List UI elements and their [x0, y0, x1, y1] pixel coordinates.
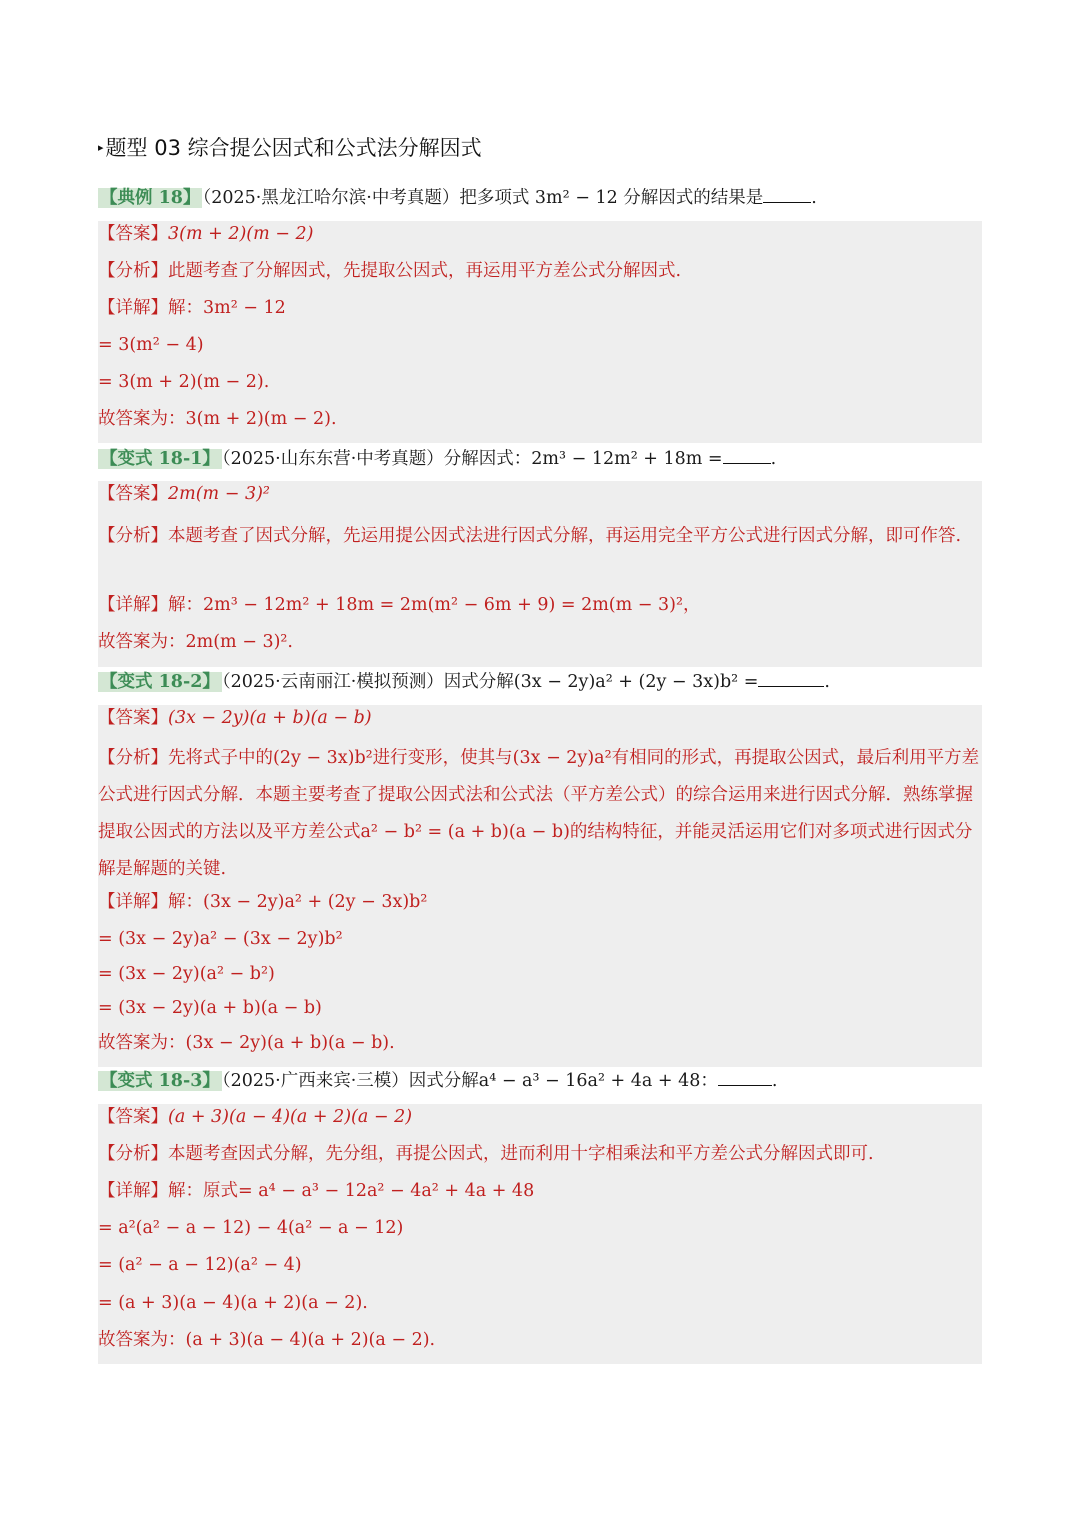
answer-blank [758, 668, 824, 687]
step-line: = (3x − 2y)(a + b)(a − b) [98, 998, 322, 1018]
answer-line [98, 221, 982, 247]
analysis-label: 【分析】 [98, 1144, 168, 1164]
step-line: = (a + 3)(a − 4)(a + 2)(a − 2). [98, 1293, 368, 1313]
detail-text: 解：(3x − 2y)a² + (2y − 3x)b² [168, 892, 428, 912]
analysis-line [98, 1141, 982, 1167]
problem-tag: 【变式 18-2】 [100, 672, 220, 692]
step-line: = a²(a² − a − 12) − 4(a² − a − 12) [98, 1218, 404, 1238]
question-text: （2025·山东东营·中考真题）分解因式：2m³ − 12m² + 18m = [221, 449, 723, 469]
detail-line [98, 1178, 982, 1204]
final-answer-line: 故答案为：(a + 3)(a − 4)(a + 2)(a − 2). [98, 1330, 436, 1350]
detail-label: 【详解】 [98, 1181, 168, 1201]
analysis-text: 本题考查了因式分解，先运用提公因式法进行因式分解，再运用完全平方公式进行因式分解，即可作答. [168, 526, 962, 546]
final-answer-line: 故答案为：2m(m − 3)². [98, 632, 293, 652]
detail-text: 解：原式= a⁴ − a³ − 12a² − 4a² + 4a + 48 [168, 1181, 535, 1201]
triangle-bullet-icon: ▸ [98, 140, 104, 154]
answer-text: (a + 3)(a − 4)(a + 2)(a − 2) [168, 1107, 413, 1127]
problem-tag: 【典例 18】 [100, 188, 201, 208]
problem-question: 【变式 18-1】 （2025·山东东营·中考真题）分解因式：2m³ − 12m² + 18m = . [98, 445, 982, 472]
analysis-label: 【分析】 [98, 261, 168, 281]
section-heading [98, 132, 482, 162]
analysis-line [98, 258, 982, 284]
answer-line [98, 1104, 982, 1130]
detail-label: 【详解】 [98, 892, 168, 912]
step-line: = (3x − 2y)(a² − b²) [98, 964, 275, 984]
step-line: = (3x − 2y)a² − (3x − 2y)b² [98, 929, 343, 949]
final-answer-line: 故答案为：(3x − 2y)(a + b)(a − b). [98, 1033, 395, 1053]
answer-blank [718, 1067, 772, 1086]
question-text: （2025·黑龙江哈尔滨·中考真题）把多项式 3m² − 12 分解因式的结果是 [202, 188, 764, 208]
detail-label: 【详解】 [98, 595, 168, 615]
answer-text: 2m(m − 3)² [168, 484, 270, 504]
step-line: = 3(m + 2)(m − 2). [98, 372, 270, 392]
analysis-label: 【分析】 [98, 748, 168, 768]
detail-text: 解：2m³ − 12m² + 18m = 2m(m² − 6m + 9) = 2m(m − 3)²， [168, 595, 701, 615]
problem-question: 【变式 18-3】 （2025·广西来宾·三模）因式分解a⁴ − a³ − 16a² + 4a + 48： . [98, 1067, 982, 1094]
answer-blank [723, 445, 771, 464]
answer-line [98, 705, 982, 731]
problem-tag: 【变式 18-1】 [100, 449, 220, 469]
analysis-label: 【分析】 [98, 526, 168, 546]
detail-line [98, 889, 982, 915]
analysis-text: 此题考查了分解因式，先提取公因式，再运用平方差公式分解因式. [168, 261, 682, 281]
step-line: = 3(m² − 4) [98, 335, 204, 355]
analysis-line [98, 740, 982, 888]
detail-line [98, 295, 982, 321]
detail-label: 【详解】 [98, 298, 168, 318]
answer-text: 3(m + 2)(m − 2) [168, 224, 314, 244]
section-heading-text: 题型 03 综合提公因式和公式法分解因式 [105, 136, 482, 160]
answer-text: (3x − 2y)(a + b)(a − b) [168, 708, 372, 728]
detail-text: 解：3m² − 12 [168, 298, 286, 318]
analysis-line [98, 518, 982, 555]
problem-question: 【典例 18】 （2025·黑龙江哈尔滨·中考真题）把多项式 3m² − 12 分解因式的结果是 . [98, 184, 982, 211]
answer-label: 【答案】 [98, 1107, 168, 1127]
step-line: = (a² − a − 12)(a² − 4) [98, 1255, 302, 1275]
final-answer-line: 故答案为：3(m + 2)(m − 2). [98, 409, 337, 429]
problem-tag: 【变式 18-3】 [100, 1071, 220, 1091]
answer-line [98, 481, 982, 507]
answer-label: 【答案】 [98, 484, 168, 504]
detail-line [98, 592, 982, 618]
analysis-text: 本题考查因式分解，先分组，再提公因式，进而利用十字相乘法和平方差公式分解因式即可. [168, 1144, 874, 1164]
answer-label: 【答案】 [98, 224, 168, 244]
question-text: （2025·云南丽江·模拟预测）因式分解(3x − 2y)a² + (2y − 3x)b² = [221, 672, 759, 692]
problem-question: 【变式 18-2】 （2025·云南丽江·模拟预测）因式分解(3x − 2y)a² + (2y − 3x)b² = . [98, 668, 982, 695]
answer-blank [763, 184, 811, 203]
answer-label: 【答案】 [98, 708, 168, 728]
analysis-text: 先将式子中的(2y − 3x)b²进行变形，使其与(3x − 2y)a²有相同的形式，再提取公因式，最后利用平方差公式进行因式分解．本题主要考查了提取公因式法和公式法（平方差公式）的综合运用来进行因式分解．熟练掌握提取公因式的方法以及平方差公式a² − b² = (a + b)(a − b)的结构特征，并能灵活运用它们对多项式进行因式分解是解题的关键. [98, 748, 980, 879]
question-text: （2025·广西来宾·三模）因式分解a⁴ − a³ − 16a² + 4a + 48： [221, 1071, 718, 1091]
